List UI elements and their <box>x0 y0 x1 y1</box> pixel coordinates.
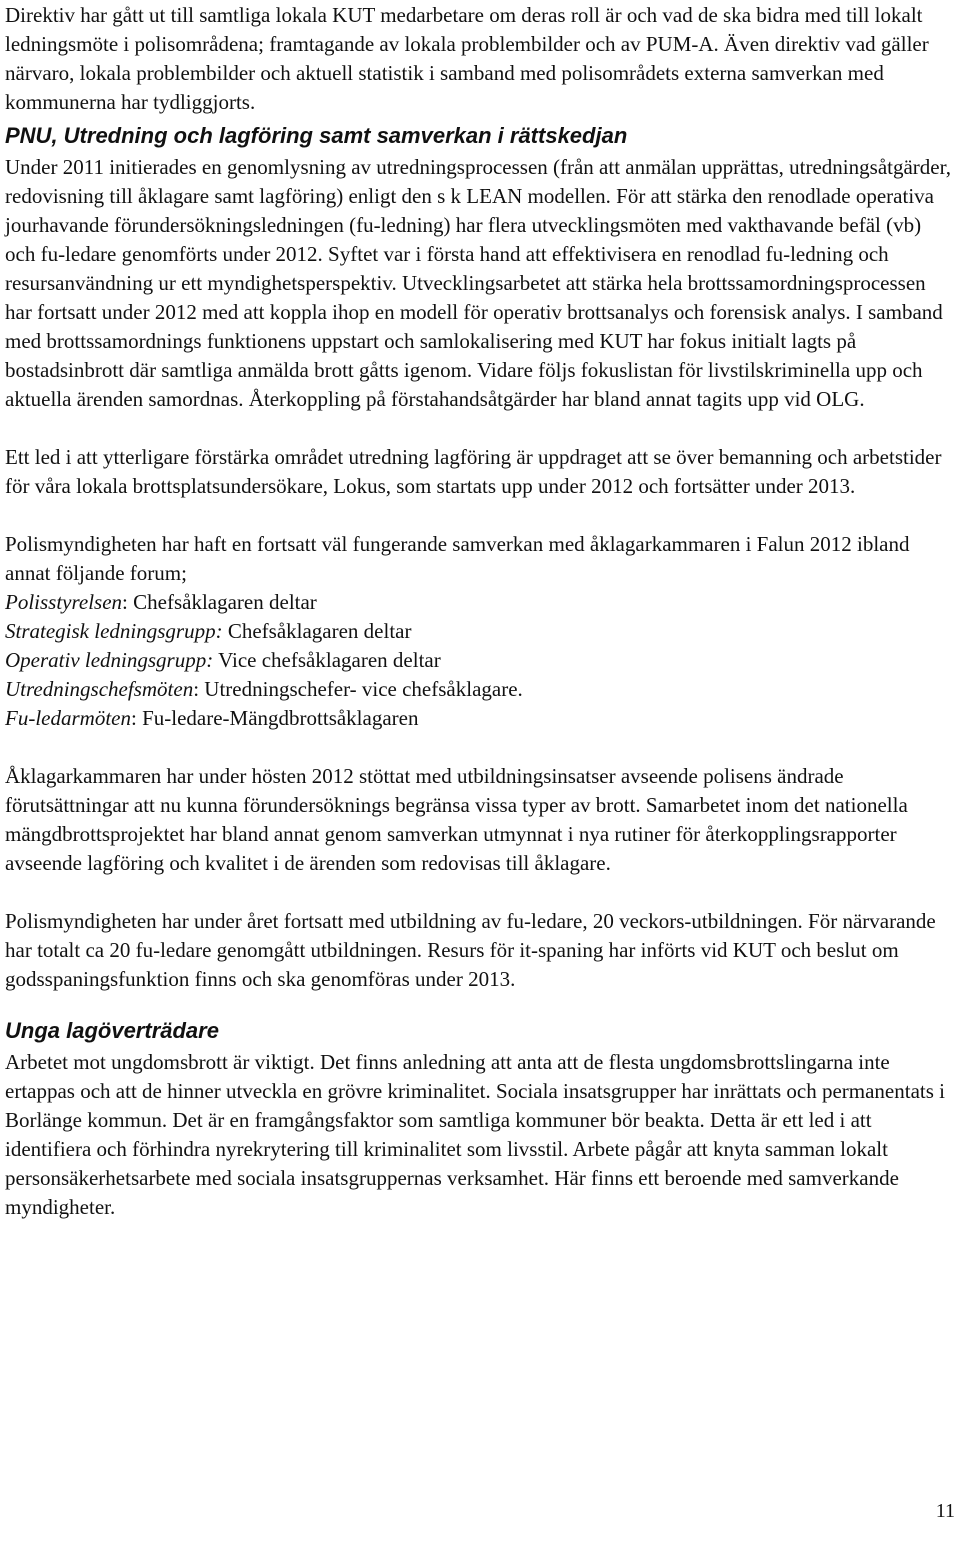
forum-item-operativ <box>5 646 955 675</box>
section-heading-unga: Unga lagöverträdare <box>5 1018 219 1043</box>
forum-name: Utredningschefsmöten <box>5 677 194 701</box>
document-page <box>5 0 955 1543</box>
pnu-paragraph-5: Polismyndigheten har under året fortsatt med utbildning av fu-ledare, 20 veckors-utbildningen. För närvarande har totalt ca 20 fu-ledare genomgått utbildningen. Resurs för it-spaning har införts vid KUT och beslut om godsspaningsfunktion finns och ska genomföras under 2013. <box>5 909 936 991</box>
forum-list <box>5 588 955 733</box>
forum-item-strategisk <box>5 617 955 646</box>
pnu-paragraph-4: Åklagarkammaren har under hösten 2012 stöttat med utbildningsinsatser avseende polisens ändrade förutsättningar att nu kunna förundersöknings begränsa vissa typer av brott. Samarbetet inom det nationella mängdbrottsprojektet har bland annat genom samverkan utmynnat i nya rutiner för återkopplingsrapporter avseende lagföring och kvalitet i de ärenden som redovisas till åklagare. <box>5 764 908 875</box>
forum-description: Chefsåklagaren deltar <box>133 590 317 614</box>
forum-item-utredningschef <box>5 675 955 704</box>
forum-separator: : <box>130 706 143 730</box>
section-heading-pnu: PNU, Utredning och lagföring samt samverkan i rättskedjan <box>5 123 628 148</box>
forum-name: Fu-ledarmöten <box>5 706 131 730</box>
forum-separator: : <box>122 590 134 614</box>
forum-name: Operativ ledningsgrupp: <box>5 648 214 672</box>
pnu-paragraph-1: Under 2011 initierades en genomlysning av utredningsprocessen (från att anmälan upprättas, utredningsåtgärder, redovisning till åklagare samt lagföring) enligt den s k LEAN modellen. För att stärka den renodlade operativa jourhavande förundersökningsledningen (fu-ledning) har flera utvecklingsmöten med vakthavande befäl (vb) och fu-ledare genomförts under 2012. Syftet var i första hand att effektivisera en renodlad fu-ledning och resursanvändning ur ett myndighetsperspektiv. Utvecklingsarbetet att stärka hela brottssamordningsprocessen har fortsatt under 2012 med att koppla ihop en modell för operativ brottsanalys och forensisk analys. I samband med brottssamordnings funktionens uppstart och samlokalisering med KUT har fokus initialt lagts på bostadsinbrott där samtliga anmälda brott gåtts igenom. Vidare följs fokuslistan för livstilskriminella upp och aktuella ärenden samordnas. Återkoppling på förstahandsåtgärder har bland annat tagits upp vid OLG. <box>5 155 952 411</box>
pnu-paragraph-2: Ett led i att ytterligare förstärka området utredning lagföring är uppdraget att se över bemanning och arbetstider för våra lokala brottsplatsundersökare, Lokus, som startats upp under 2012 och fortsätter under 2013. <box>5 445 942 498</box>
forum-separator: : <box>193 677 205 701</box>
unga-paragraph-1: Arbetet mot ungdomsbrott är viktigt. Det finns anledning att anta att de flesta ungdomsbrottslingarna inte ertappas och att de hinner utveckla en grövre kriminalitet. Sociala insatsgrupper har inrättats och permanentats i Borlänge kommun. Det är en framgångsfaktor som samtliga kommuner bör beakta. Detta är ett led i att identifiera och förhindra nyrekrytering till kriminalitet som livsstil. Arbete pågår att knyta samman lokalt personsäkerhetsarbete med sociala insatsgruppernas verksamhet. Här finns ett beroende med samverkande myndigheter. <box>5 1050 945 1219</box>
pnu-paragraph-3: Polismyndigheten har haft en fortsatt väl fungerande samverkan med åklagarkammaren i Falun 2012 ibland annat följande forum; <box>5 532 910 585</box>
forum-description: Fu-ledare-Mängdbrottsåklagaren <box>142 706 419 730</box>
forum-name: Polisstyrelsen <box>5 590 123 614</box>
forum-item-polisstyrelsen <box>5 588 955 617</box>
forum-description: Vice chefsåklagaren deltar <box>218 648 441 672</box>
page-number: 11 <box>935 1500 955 1522</box>
forum-name: Strategisk ledningsgrupp: <box>5 619 223 643</box>
forum-description: Chefsåklagaren deltar <box>227 619 412 643</box>
forum-description: Utredningschefer- vice chefsåklagare. <box>204 677 523 701</box>
intro-paragraph: Direktiv har gått ut till samtliga lokala KUT medarbetare om deras roll är och vad de ska bidra med till lokalt ledningsmöte i polisområdena; framtagande av lokala problembilder och av PUM-A. Även direktiv vad gäller närvaro, lokala problembilder och aktuell statistik i samband med polisområdets externa samverkan med kommunerna har tydliggjorts. <box>5 3 929 114</box>
forum-item-fu-ledar <box>5 704 955 733</box>
